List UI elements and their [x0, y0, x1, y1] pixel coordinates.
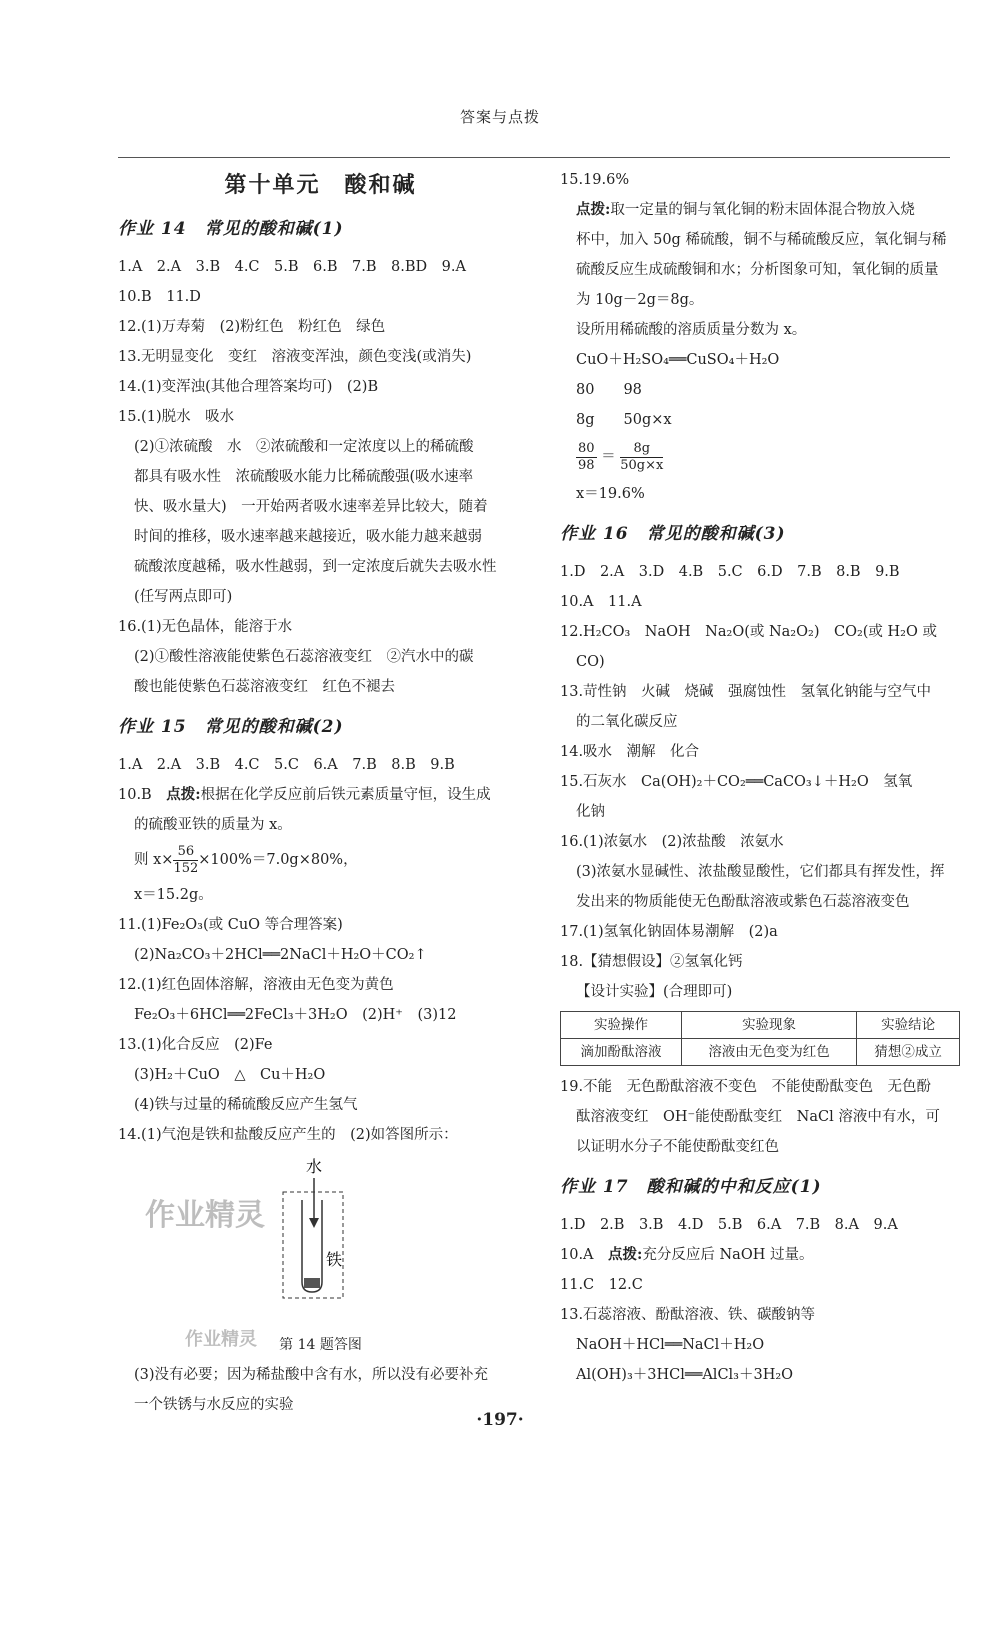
answer-text: 根据在化学反应前后铁元素质量守恒，设生成 [200, 787, 491, 803]
answer-line: 10.A 11.A [560, 594, 642, 610]
answer-line: 为 10g－2g＝8g。 [576, 292, 704, 308]
answer-line: 12.(1)红色固体溶解，溶液由无色变为黄色 [118, 977, 394, 993]
answer-line: 15.(1)脱水 吸水 [118, 409, 235, 425]
answer-line [118, 780, 523, 810]
answer-line: 发出来的物质能使无色酚酞溶液或紫色石蕊溶液变色 [576, 894, 910, 910]
answer-line: 快、吸水量大) 一开始两者吸水速率差异比较大，随着 [134, 499, 488, 515]
unit-title: 第十单元 酸和碱 [224, 172, 417, 198]
answer-line: 11.(1)Fe₂O₃(或 CuO 等合理答案) [118, 917, 343, 933]
answer-line: 12.H₂CO₃ NaOH Na₂O(或 Na₂O₂) CO₂(或 H₂O 或 [560, 624, 937, 640]
dianbo-label: 点拨: [576, 201, 611, 218]
answer-line: CO) [576, 654, 605, 670]
answer-line: Fe₂O₃＋6HCl══2FeCl₃＋3H₂O (2)H⁺ (3)12 [134, 1007, 457, 1023]
answer-line: 的二氧化碳反应 [576, 714, 678, 730]
section-title-17: 作业 17 酸和碱的中和反应(1) [560, 1177, 822, 1197]
answer-line: (任写两点即可) [134, 589, 233, 605]
dianbo-label: 点拨: [166, 786, 201, 803]
fraction-numerator: 56 [173, 844, 198, 861]
answer-line: 19.不能 无色酚酞溶液不变色 不能使酚酞变色 无色酚 [560, 1079, 932, 1095]
answer-line: 【设计实验】(合理即可) [576, 984, 733, 1000]
answer-line: 以证明水分子不能使酚酞变红色 [576, 1139, 779, 1155]
answer-line: x＝15.2g。 [134, 887, 213, 903]
answer-line: 14.吸水 潮解 化合 [560, 744, 700, 760]
iron-nail [304, 1278, 320, 1288]
proportion-line: $\frac{80}{98}$ ＝ $\frac{8g}{50g\times x}$ [578, 440, 664, 473]
fraction [173, 844, 198, 877]
answer-line: 硫酸反应生成硫酸铜和水；分析图象可知，氧化铜的质量 [576, 262, 939, 278]
fraction [576, 441, 597, 474]
table-cell: 溶液由无色变为红色 [681, 1039, 856, 1066]
answer-line: (4)铁与过量的稀硫酸反应产生氢气 [134, 1097, 358, 1113]
table-header-row [561, 1012, 960, 1039]
section-title-16: 作业 16 常见的酸和碱(3) [560, 524, 786, 544]
answer-line: 16.(1)无色晶体，能溶于水 [118, 619, 293, 635]
answer-line: 一个铁锈与水反应的实验 [134, 1397, 294, 1413]
equation-line: 80 98 [576, 382, 642, 398]
answer-line: 13.苛性钠 火碱 烧碱 强腐蚀性 氢氧化钠能与空气中 [560, 684, 932, 700]
watermark: 作业精灵 [145, 1198, 265, 1233]
answer-line: 16.(1)浓氨水 (2)浓盐酸 浓氨水 [560, 834, 784, 850]
answer-line: 1.D 2.A 3.D 4.B 5.C 6.D 7.B 8.B 9.B [560, 564, 900, 580]
table-row [561, 1039, 960, 1066]
fraction-denominator: 50g×x [620, 457, 664, 473]
calc-prefix: 则 x× [134, 852, 174, 868]
section-title-14: 作业 14 常见的酸和碱(1) [118, 219, 344, 239]
answer-line [560, 1240, 965, 1270]
table-header-cell: 实验操作 [561, 1012, 682, 1039]
calc-line [118, 840, 523, 880]
experiment-table [560, 1011, 960, 1066]
answer-line: x＝19.6% [576, 486, 645, 502]
answer-line: (2)Na₂CO₃＋2HCl══2NaCl＋H₂O＋CO₂↑ [134, 947, 427, 963]
table-cell: 滴加酚酞溶液 [561, 1039, 682, 1066]
watermark: 作业精灵 [185, 1329, 257, 1350]
answer-line: 15.石灰水 Ca(OH)₂＋CO₂══CaCO₃↓＋H₂O 氢氧 [560, 774, 913, 790]
fraction-denominator: 152 [173, 860, 199, 876]
answer-line: (2)①浓硫酸 水 ②浓硫酸和一定浓度以上的稀硫酸 [134, 439, 474, 455]
test-tube-diagram [118, 1150, 523, 1330]
equation-line: 8g 50g×x [576, 412, 672, 428]
dianbo-label: 点拨: [608, 1246, 643, 1263]
answer-line: 10.B 11.D [118, 289, 201, 305]
test-tube-figure [118, 1150, 523, 1330]
answer-line: 的硫酸亚铁的质量为 x。 [134, 817, 292, 833]
section-title-15: 作业 15 常见的酸和碱(2) [118, 717, 344, 737]
fraction [620, 441, 663, 474]
answer-line: 15.19.6% [560, 172, 630, 188]
fraction-numerator: 80 [578, 440, 595, 456]
fraction-denominator: 98 [578, 457, 595, 473]
answer-line: 11.C 12.C [560, 1277, 643, 1293]
answer-line: 酞溶液变红 OH⁻能使酚酞变红 NaCl 溶液中有水，可 [576, 1109, 940, 1125]
answer-line: 1.A 2.A 3.B 4.C 5.C 6.A 7.B 8.B 9.B [118, 757, 455, 773]
answer-line: (3)H₂＋CuO △ Cu＋H₂O [134, 1067, 326, 1083]
answer-line: 1.A 2.A 3.B 4.C 5.B 6.B 7.B 8.BD 9.A [118, 259, 466, 275]
answer-line: 17.(1)氢氧化钠固体易潮解 (2)a [560, 924, 778, 940]
answer-line: (3)浓氨水显碱性、浓盐酸显酸性，它们都具有挥发性，挥 [576, 864, 945, 880]
answer-text: 取一定量的铜与氧化铜的粉末固体混合物放入烧 [610, 202, 915, 218]
answer-line: 14.(1)气泡是铁和盐酸反应产生的 (2)如答图所示： [118, 1127, 458, 1143]
answer-line: 化钠 [576, 804, 605, 820]
right-column [560, 165, 965, 1390]
answer-line: 13.(1)化合反应 (2)Fe [118, 1037, 273, 1053]
answer-line: (3)没有必要；因为稀盐酸中含有水，所以没有必要补充 [134, 1367, 489, 1383]
answer-line [560, 195, 965, 225]
table-header-cell: 实验结论 [857, 1012, 960, 1039]
table-header-cell: 实验现象 [681, 1012, 856, 1039]
calc-suffix: ×100%＝7.0g×80%， [198, 852, 358, 868]
fraction-numerator: 8g [620, 441, 663, 458]
answer-line: 13.石蕊溶液、酚酞溶液、铁、碳酸钠等 [560, 1307, 816, 1323]
answer-line: 硫酸浓度越稀，吸水性越弱，到一定浓度后就失去吸水性 [134, 559, 497, 575]
answer-line: 时间的推移，吸水速率越来越接近，吸水能力越来越弱 [134, 529, 482, 545]
answer-text: 10.B [118, 787, 167, 803]
answer-line: 设所用稀硫酸的溶质质量分数为 x。 [576, 322, 807, 338]
answer-text: 充分反应后 NaOH 过量。 [642, 1247, 814, 1263]
page-header: 答案与点拨 [459, 108, 540, 126]
answer-line: 酸也能使紫色石蕊溶液变红 红色不褪去 [134, 679, 395, 695]
equation-line: CuO＋H₂SO₄══CuSO₄＋H₂O [576, 352, 780, 368]
answer-line: 都具有吸水性 浓硫酸吸水能力比稀硫酸强(吸水速率 [134, 469, 474, 485]
answer-line: 13.无明显变化 变红 溶液变浑浊，颜色变浅(或消失) [118, 349, 472, 365]
answer-line: 12.(1)万寿菊 (2)粉红色 粉红色 绿色 [118, 319, 386, 335]
header-rule [118, 157, 950, 158]
water-label: 水 [306, 1157, 323, 1176]
equation-line: NaOH＋HCl══NaCl＋H₂O [576, 1337, 765, 1353]
answer-text: 10.A [560, 1247, 609, 1263]
table-cell: 猜想②成立 [857, 1039, 960, 1066]
figure-caption: 第 14 题答图 [279, 1337, 362, 1353]
arrow-head-icon [309, 1218, 319, 1228]
answer-line: (2)①酸性溶液能使紫色石蕊溶液变红 ②汽水中的碳 [134, 649, 474, 665]
page-number: ·197· [476, 1410, 524, 1430]
answer-line: 1.D 2.B 3.B 4.D 5.B 6.A 7.B 8.A 9.A [560, 1217, 898, 1233]
iron-label: 铁 [326, 1250, 343, 1269]
answer-line: 杯中，加入 50g 稀硫酸，铜不与稀硫酸反应，氧化铜与稀 [576, 232, 947, 248]
answer-line: 18.【猜想假设】②氢氧化钙 [560, 954, 743, 970]
answer-line: 14.(1)变浑浊(其他合理答案均可) (2)B [118, 379, 379, 395]
equation-line: Al(OH)₃＋3HCl══AlCl₃＋3H₂O [576, 1367, 794, 1383]
